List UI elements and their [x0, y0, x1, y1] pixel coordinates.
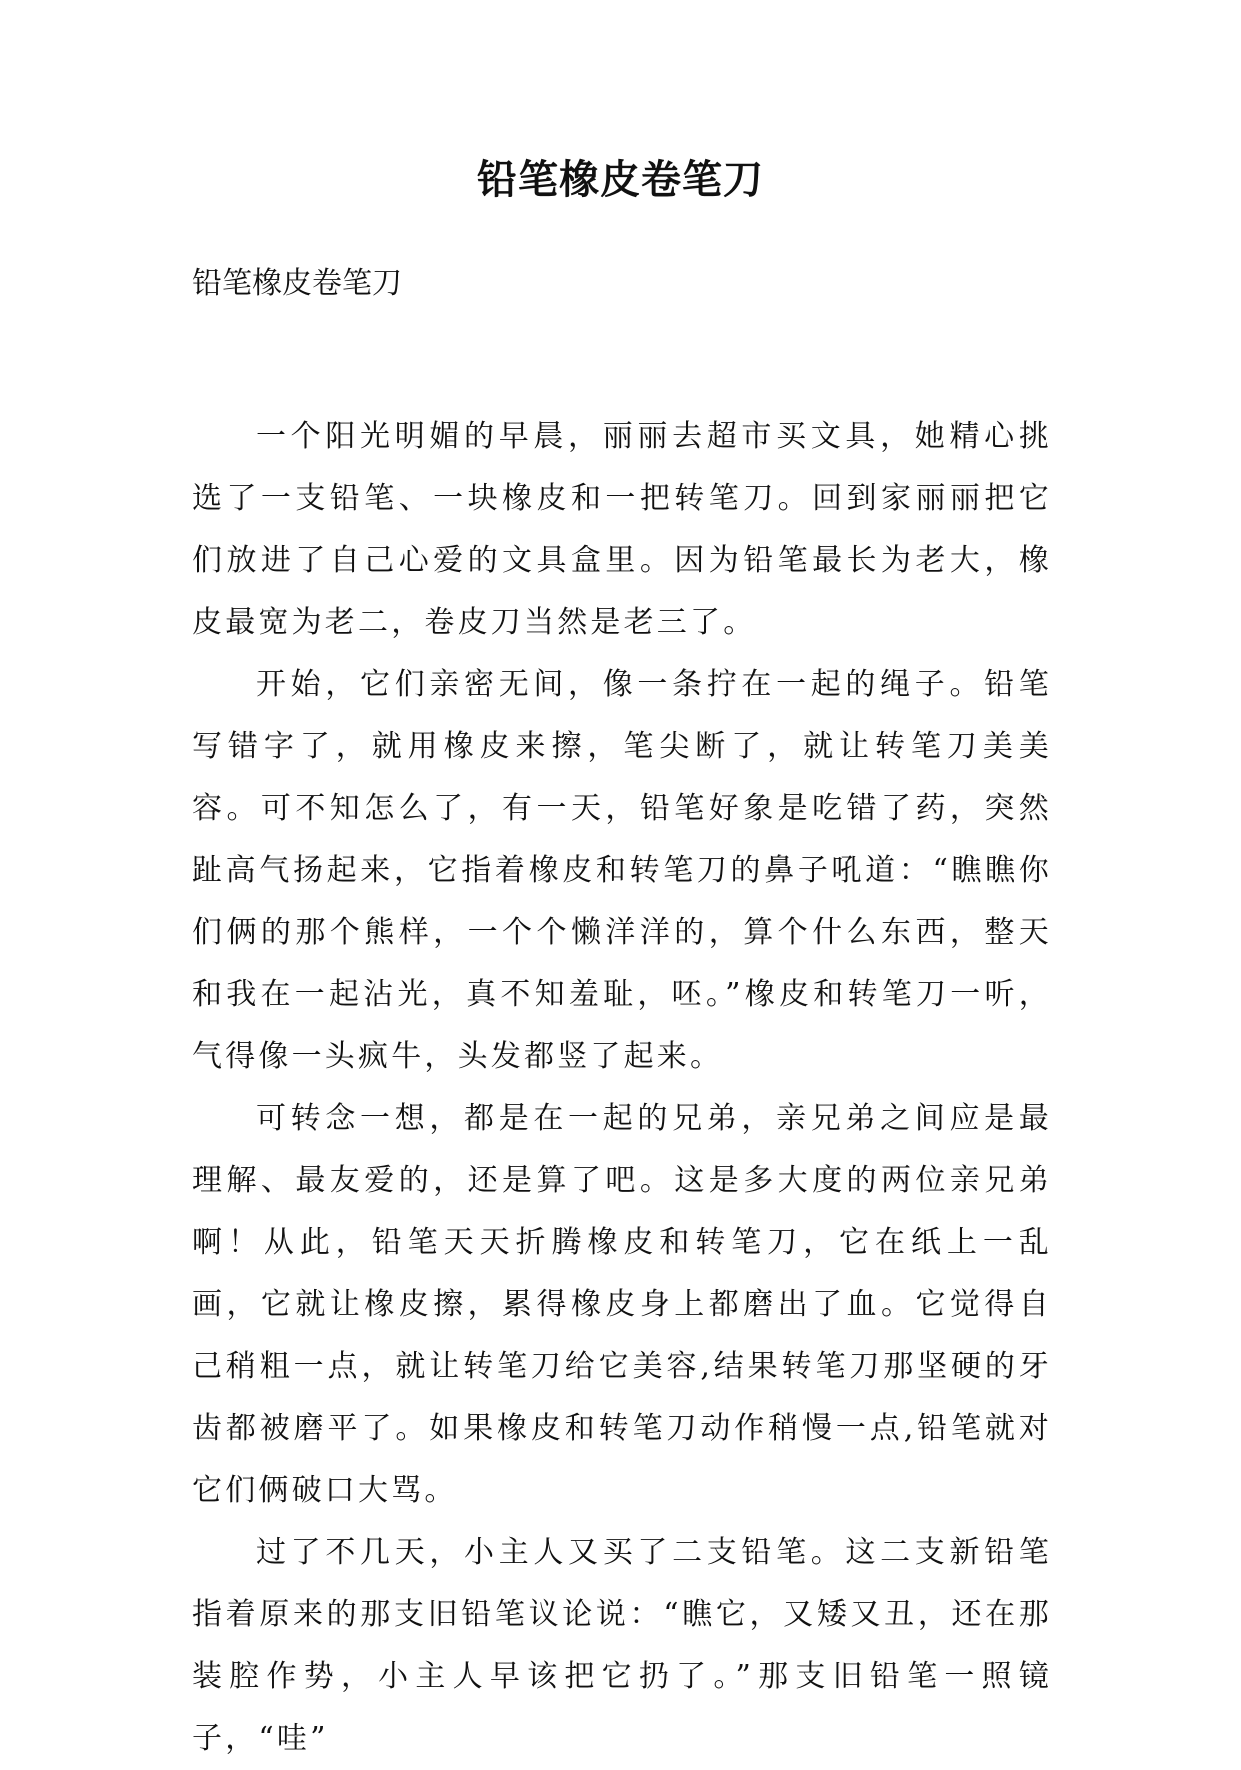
document-subtitle: 铅笔橡皮卷笔刀 — [192, 266, 402, 301]
document-body — [192, 406, 1052, 1770]
paragraph-3: 可转念一想，都是在一起的兄弟，亲兄弟之间应是最理解、最友爱的，还是算了吧。这是多大度的两位亲兄弟啊！从此，铅笔天天折腾橡皮和转笔刀，它在纸上一乱画，它就让橡皮擦，累得橡皮身上都磨出了血。它觉得自己稍粗一点，就让转笔刀给它美容,结果转笔刀那坚硬的牙齿都被磨平了。如果橡皮和转笔刀动作稍慢一点,铅笔就对它们俩破口大骂。 — [192, 1101, 1052, 1508]
paragraph-4: 过了不几天，小主人又买了二支铅笔。这二支新铅笔指着原来的那支旧铅笔议论说：“瞧它，又矮又丑，还在那装腔作势，小主人早该把它扔了。”那支旧铅笔一照镜子，“哇” — [192, 1535, 1052, 1756]
document-title: 铅笔橡皮卷笔刀 — [477, 156, 764, 203]
paragraph-1: 一个阳光明媚的早晨，丽丽去超市买文具，她精心挑选了一支铅笔、一块橡皮和一把转笔刀。回到家丽丽把它们放进了自己心爱的文具盒里。因为铅笔最长为老大，橡皮最宽为老二，卷皮刀当然是老三了。 — [192, 419, 1052, 640]
paragraph-2: 开始，它们亲密无间，像一条拧在一起的绳子。铅笔写错字了，就用橡皮来擦，笔尖断了，就让转笔刀美美容。可不知怎么了，有一天，铅笔好象是吃错了药，突然趾高气扬起来，它指着橡皮和转笔刀的鼻子吼道：“瞧瞧你们俩的那个熊样，一个个懒洋洋的，算个什么东西，整天和我在一起沾光，真不知羞耻，呸。”橡皮和转笔刀一听，气得像一头疯牛，头发都竖了起来。 — [192, 667, 1052, 1074]
